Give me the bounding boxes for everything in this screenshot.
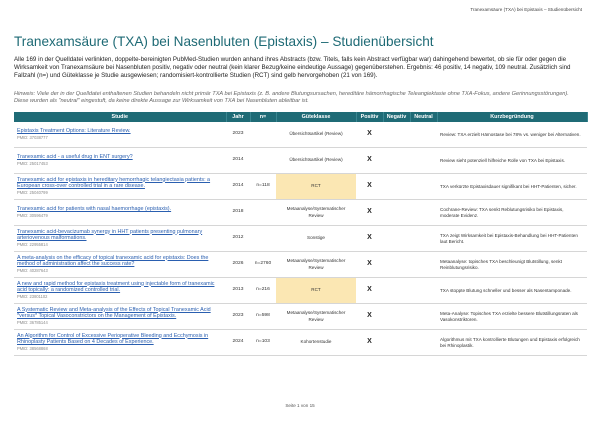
cell-n: n=118 [250,174,276,200]
table-row [14,330,587,356]
cell-studie [14,226,226,252]
pmid-label: PMID: 40287643 [17,268,48,274]
cell-studie [14,304,226,330]
cell-gueteklasse: RCT [276,174,356,200]
cell-neutral [410,148,437,174]
cell-neutral [410,200,437,226]
cell-gueteklasse: Sonstige [276,226,356,252]
table-row [14,122,587,148]
cell-studie [14,174,226,200]
cell-jahr: 2026 [226,252,250,278]
cell-positiv: X [356,304,383,330]
cell-jahr: 2012 [226,226,250,252]
cell-kurzbegruendung: Cochrane-Review: TXA senkt Reblutungsrisiko bei Epistaxis, moderate Evidenz. [437,200,587,226]
cell-negativ [383,330,410,356]
table-row [14,148,587,174]
table-row [14,252,587,278]
cell-negativ [383,252,410,278]
cell-gueteklasse: Kohortenstudie [276,330,356,356]
study-title-link[interactable]: A meta-analysis on the efficacy of topical tranexamic acid for epistaxis: Does the method of administration affect the success rate? [17,254,209,267]
pmid-label: PMID: 25040799 [17,190,48,196]
cell-gueteklasse: Metaanalyse/Systematischer Review [276,304,356,330]
cell-jahr: 2023 [226,122,250,148]
study-title-link[interactable]: Tranexamic acid - a useful drug in ENT surgery? [17,153,133,160]
cell-studie [14,278,226,304]
cell-positiv: X [356,174,383,200]
cell-negativ [383,226,410,252]
cell-n [250,122,276,148]
cell-kurzbegruendung: TXA zeigt Wirksamkeit bei Epistaxis-Behandlung bei HHT-Patienten laut Bericht. [437,226,587,252]
header-neutral: Neutral [410,112,437,122]
cell-positiv: X [356,148,383,174]
pmid-label: PMID: 25017453 [17,161,48,167]
cell-negativ [383,200,410,226]
cell-studie [14,330,226,356]
cell-negativ [383,122,410,148]
table-row [14,278,587,304]
cell-kurzbegruendung: Algorithmus mit TXA kontrollierte Blutungen und Epistaxis erfolgreich bei Rhinoplastik. [437,330,587,356]
study-title-link[interactable]: Tranexamic acid for patients with nasal haemorrhage (epistaxis). [17,205,172,212]
cell-studie [14,200,226,226]
page-number: Seite 1 von 15 [285,403,315,408]
table-row [14,200,587,226]
cell-negativ [383,278,410,304]
cell-jahr: 2024 [226,330,250,356]
pmid-label: PMID: 30596479 [17,213,48,219]
cell-neutral [410,174,437,200]
cell-jahr: 2014 [226,174,250,200]
cell-neutral [410,226,437,252]
cell-gueteklasse: Metaanalyse/Systematischer Review [276,252,356,278]
header-n: n= [250,112,276,122]
pmid-label: PMID: 22955814 [17,242,48,248]
cell-negativ [383,304,410,330]
cell-neutral [410,304,437,330]
note-paragraph: Hinweis: Viele der in der Quelldatei enthaltenen Studien behandeln nicht primär TXA bei Epistaxis (z. B. andere Blutungsursachen, hereditäre hämorrhagische Teleangiektasie ohne TXA-Fokus, andere Gerinnungsstörungen). Diese wurden als "neutral" eingestuft, da keine direkte Aussage zur Wirksamkeit von TXA bei Nasenbluten ableitbar ist. [14,91,569,105]
cell-positiv: X [356,200,383,226]
cell-n [250,226,276,252]
cell-n [250,148,276,174]
pmid-label: PMID: 37038777 [17,135,48,141]
header-kurzbegruendung: Kurzbegründung [437,112,587,122]
table-row [14,304,587,330]
cell-kurzbegruendung: Metaanalyse: topisches TXA beschleunigt Blutstillung, senkt Reinblutungsrisiko. [437,252,587,278]
cell-kurzbegruendung: TXA stoppte Blutung schneller und besser als Nasentamponade. [437,278,587,304]
header-studie: Studie [14,112,226,122]
cell-gueteklasse: Metaanalyse/Systematischer Review [276,200,356,226]
pmid-label: PMID: 36785144 [17,320,48,326]
cell-neutral [410,122,437,148]
cell-positiv: X [356,252,383,278]
cell-studie [14,252,226,278]
header-positiv: Positiv [356,112,383,122]
pmid-label: PMID: 38568868 [17,346,48,352]
cell-studie [14,148,226,174]
cell-gueteklasse: Übersichtsartikel (Review) [276,122,356,148]
page-title: Tranexamsäure (TXA) bei Nasenbluten (Epistaxis) – Studienübersicht [14,34,434,49]
header-jahr: Jahr [226,112,250,122]
cell-jahr: 2013 [226,278,250,304]
cell-positiv: X [356,330,383,356]
cell-neutral [410,330,437,356]
cell-n: n=2760 [250,252,276,278]
cell-positiv: X [356,278,383,304]
study-title-link[interactable]: Tranexamic acid-bevacizumab synergy in HHT patients presenting pulmonary arteriovenous malformations. [17,228,203,241]
cell-kurzbegruendung: Review: TXA erzielt Hämostase bei 78% vs. weniger bei Alternativen. [437,122,587,148]
cell-negativ [383,148,410,174]
table-row [14,226,587,252]
cell-studie [14,122,226,148]
cell-n: n=103 [250,330,276,356]
cell-kurzbegruendung: Review sieht potenziell hilfreiche Rolle von TXA bei Epistaxis. [437,148,587,174]
cell-negativ [383,174,410,200]
table-header-row [14,112,587,122]
cell-n: n=216 [250,278,276,304]
cell-neutral [410,278,437,304]
study-title-link[interactable]: An Algorithm for Control of Excessive Perioperative Bleeding and Ecchymosis in Rhinoplasty Patients Based on 4 Decades of Experience. [17,332,209,345]
cell-kurzbegruendung: TXA verkürzte Epistaxisdauer signifikant bei HHT-Patienten, sicher. [437,174,587,200]
cell-positiv: X [356,226,383,252]
cell-n: n=598 [250,304,276,330]
study-title-link[interactable]: A Systematic Review and Meta-analysis of the Effects of Topical Tranexamic Acid *versus* Topical Vasoconstrictors on the Management of Epistaxis. [17,306,211,319]
header-gueteklasse: Güteklasse [276,112,356,122]
pmid-label: PMID: 23801102 [17,294,48,300]
header-negativ: Negativ [383,112,410,122]
cell-positiv: X [356,122,383,148]
cell-jahr: 2014 [226,148,250,174]
studies-table [14,112,588,356]
study-title-link[interactable]: Tranexamic acid for epistaxis in hereditary hemorrhagic telangiectasia patients: a European cross-over controlled trial in a rare disease. [17,176,211,189]
cell-gueteklasse: Übersichtsartikel (Review) [276,148,356,174]
cell-jahr: 2023 [226,304,250,330]
cell-neutral [410,252,437,278]
cell-kurzbegruendung: Meta-Analyse: Topisches TXA erzielte bessere Blutstillungsraten als Vasokonstriktoren. [437,304,587,330]
cell-n [250,200,276,226]
cell-jahr: 2018 [226,200,250,226]
study-title-link[interactable]: A new and rapid method for epistaxis treatment using injectable form of tranexamic acid topically: a randomized controlled trial. [17,280,215,293]
intro-paragraph: Alle 169 in der Quelldatei verlinkten, doppelte-bereinigten PubMed-Studien wurden anhand ihres Abstracts (bzw. Titels, falls kein Abstract verfügbar war) dahingehend bewertet, ob sie für oder gegen die Wirksamkeit von Tranexamsäure bei Nasenbluten positiv, negativ oder neutral (kein klarer Bezug/keine eindeutige Aussage) gegenüberstehen. Ergebnis: 46 positiv, 14 negativ, 109 neutral. Zusätzlich sind Fallzahl (n=) und Güteklasse je Studie ausgewiesen; randomisiert-kontrollierte Studien (RCT) sind gelb hervorgehoben (21 von 169). [14,56,571,80]
cell-gueteklasse: RCT [276,278,356,304]
study-title-link[interactable]: Epistaxis Treatment Options: Literature Review. [17,127,131,134]
table-row [14,174,587,200]
running-header: Tranexamsäure (TXA) bei Epistaxis – Studienübersicht [470,7,582,12]
